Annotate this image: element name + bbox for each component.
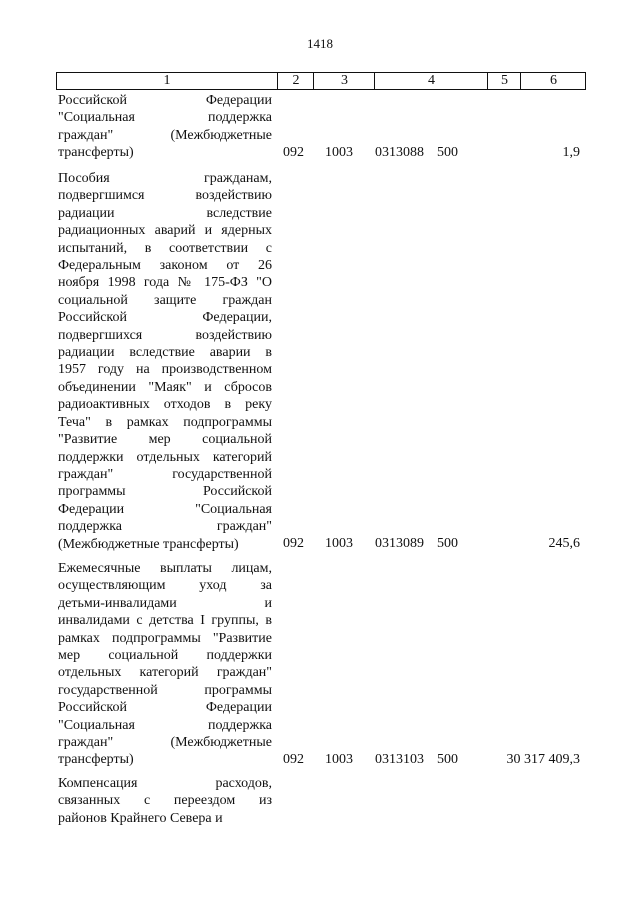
description-line: трансферты) — [58, 752, 134, 768]
description-line: граждан" государственной — [58, 466, 272, 482]
description-line: подвергшимся воздействию — [58, 188, 272, 204]
row-description — [58, 560, 272, 769]
row-description — [58, 92, 272, 162]
description-line: Компенсация расходов, — [58, 776, 272, 791]
description-line: государственной программы — [58, 682, 272, 698]
description-line: ноября 1998 года № 175-ФЗ "О — [58, 275, 272, 291]
description-line: 1957 году на производственном — [58, 362, 272, 378]
description-line: поддержка граждан" — [58, 519, 272, 535]
article-code: 0313088 — [375, 145, 424, 161]
description-line: инвалидами с детства I группы, в — [58, 613, 272, 629]
amount-value: 30 317 409,3 — [506, 752, 580, 768]
description-line: трансферты) — [58, 145, 134, 161]
description-line: Российской Федерации, — [58, 310, 272, 326]
description-line: осуществляющим уход за — [58, 578, 272, 594]
description-line: Российской Федерации — [58, 700, 272, 716]
admin-code: 092 — [283, 145, 304, 161]
description-line: Федеральным законом от 26 — [58, 258, 272, 274]
expense-type-code: 500 — [437, 752, 458, 768]
description-line: Пособия гражданам, — [58, 171, 272, 186]
description-line: подвергшихся воздействию — [58, 327, 272, 343]
description-line: районов Крайнего Севера и — [58, 810, 223, 826]
row-description — [58, 170, 272, 553]
header-col-4: 4 — [374, 73, 488, 89]
description-line: Теча" в рамках подпрограммы — [58, 414, 272, 430]
row-description — [58, 775, 272, 827]
description-line: мер социальной поддержки — [58, 648, 272, 664]
section-code: 1003 — [325, 752, 353, 768]
description-line: отдельных категорий граждан" — [58, 665, 272, 681]
header-col-3: 3 — [313, 73, 375, 89]
description-line: Ежемесячные выплаты лицам, — [58, 561, 272, 576]
description-line: связанных с переездом из — [58, 793, 272, 809]
header-col-6: 6 — [520, 73, 586, 89]
expense-type-code: 500 — [437, 145, 458, 161]
description-line: детьми-инвалидами и — [58, 595, 272, 611]
description-line: "Развитие мер социальной — [58, 432, 272, 448]
description-line: Федерации "Социальная — [58, 501, 272, 517]
description-line: (Межбюджетные трансферты) — [58, 536, 239, 552]
section-code: 1003 — [325, 145, 353, 161]
expense-type-code: 500 — [437, 536, 458, 552]
description-line: объединении "Маяк" и сбросов — [58, 379, 272, 395]
description-line: Российской Федерации — [58, 93, 272, 108]
amount-value: 245,6 — [548, 536, 580, 552]
header-col-5: 5 — [487, 73, 521, 89]
description-line: социальной защите граждан — [58, 292, 272, 308]
header-col-2: 2 — [277, 73, 314, 89]
admin-code: 092 — [283, 752, 304, 768]
amount-value: 1,9 — [562, 145, 580, 161]
description-line: испытаний, в соответствии с — [58, 240, 272, 256]
description-line: поддержки отдельных категорий — [58, 449, 272, 465]
description-line: радиации вследствие — [58, 205, 272, 221]
article-code: 0313103 — [375, 752, 424, 768]
description-line: "Социальная поддержка — [58, 110, 272, 126]
description-line: "Социальная поддержка — [58, 717, 272, 733]
description-line: граждан" (Межбюджетные — [58, 735, 272, 751]
description-line: граждан" (Межбюджетные — [58, 127, 272, 143]
description-line: радиации вследствие аварии в — [58, 345, 272, 361]
table-header — [56, 72, 586, 90]
admin-code: 092 — [283, 536, 304, 552]
article-code: 0313089 — [375, 536, 424, 552]
description-line: программы Российской — [58, 484, 272, 500]
description-line: радиоактивных отходов в реку — [58, 397, 272, 413]
page-number: 1418 — [307, 36, 333, 51]
header-col-1: 1 — [163, 73, 171, 88]
description-line: радиационных аварий и ядерных — [58, 223, 272, 239]
description-line: рамках подпрограммы "Развитие — [58, 630, 272, 646]
section-code: 1003 — [325, 536, 353, 552]
